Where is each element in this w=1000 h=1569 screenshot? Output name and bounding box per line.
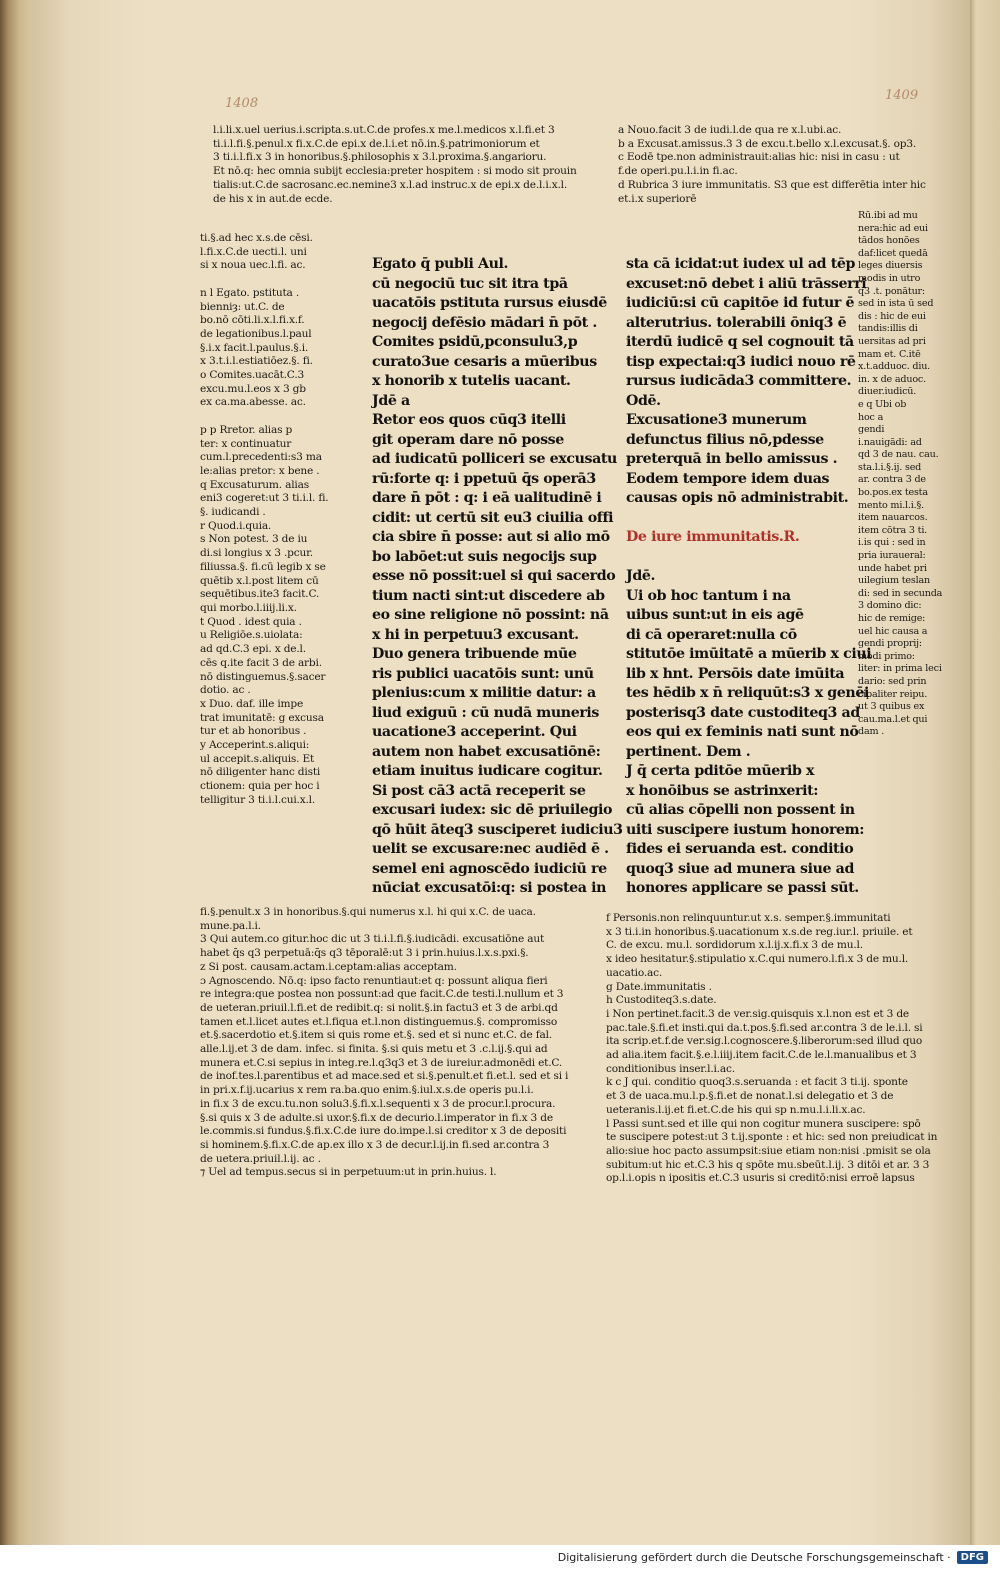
text-line: qō hūit āteq3 susciperet iudiciu3 — [372, 821, 623, 838]
text-line: Jdē a — [372, 392, 410, 409]
text-line: ti.i.l.fi.§.penul.x fi.x.C.de epi.x de.l.i.et nō.in.§.patrimoniorum et — [213, 137, 540, 150]
text-line: mam et. C.itē — [858, 348, 921, 360]
text-line: bienniȝ: ut.C. de — [200, 300, 285, 313]
text-line: c Eodē tpe.non administrauit:alias hic: nisi in casu : ut — [618, 151, 900, 164]
text-line: pac.tale.§.fi.et insti.qui da.t.pos.§.fi.sed ar.contra 3 de le.i.l. si — [606, 1021, 923, 1034]
text-line: alio:siue hoc pacto assumpsit:siue etiam non:nisi .pmisit se ola — [606, 1144, 931, 1157]
text-line: De iure immunitatis.R. — [626, 529, 800, 545]
text-line: de legationibus.l.paul — [200, 327, 312, 340]
text-line: Comites psidū,pconsulu3,p — [372, 334, 578, 350]
text-line: autem non habet excusatiōnē: — [372, 743, 601, 760]
text-line — [200, 410, 350, 424]
text-line: posterisq3 date custoditeq3 ad — [626, 704, 860, 721]
text-line: bo.nō cōti.li.x.l.fi.x.f. — [200, 314, 305, 327]
text-line: ex ca.ma.abesse. ac. — [200, 396, 306, 409]
text-line: 3 domino dic: — [858, 600, 922, 612]
gloss-top-left — [213, 124, 598, 206]
text-line: t Quod . idest quia . — [200, 615, 302, 628]
text-line: pertinent. Dem . — [626, 743, 751, 760]
text-line: r Quod.i.quia. — [200, 519, 272, 532]
text-line: fi.§.penult.x 3 in honoribus.§.qui numerus x.l. hi qui x.C. de uaca. — [200, 906, 536, 918]
text-line: x 3 ti.i.in honoribus.§.uacationum x.s.de reg.iur.l. priuile. et — [606, 925, 913, 938]
text-line: fides ei seruanda est. conditio — [626, 841, 854, 857]
text-line: etiam inuitus iudicare cogitur. — [372, 763, 603, 779]
footer-text: Digitalisierung gefördert durch die Deutsche Forschungsgemeinschaft · — [557, 1550, 951, 1564]
text-line: excuset:nō debet i aliū trāsserri — [626, 275, 867, 292]
text-line: iterdū iudicē q sel cognouit tā — [626, 334, 854, 350]
text-line: dotio. ac . — [200, 684, 251, 697]
text-line: trat imunitatē: g excusa — [200, 711, 324, 724]
text-line: ti.§.ad hec x.s.de cēsi. — [200, 232, 313, 244]
text-line: ter: x continuatur — [200, 437, 292, 450]
text-line: C. de excu. mu.l. sordidorum x.l.ij.x.fi.x 3 de mu.l. — [606, 939, 863, 952]
text-line: pria iuraueral: — [858, 550, 926, 562]
text-line: tisp expectai:q3 iudici nouo rē — [626, 353, 856, 370]
text-line: eo sine religione nō possint: nā — [372, 607, 609, 623]
text-line — [200, 273, 350, 287]
text-line: tādos honōes — [858, 235, 920, 247]
text-line: u Religiōe.s.uiolata: — [200, 629, 303, 642]
text-line: §.si quis x 3 de adulte.si uxor.§.fi.x de decurio.l.imperator in fi.x 3 de — [200, 1111, 553, 1124]
text-line: defunctus filius nō,pdesse — [626, 431, 824, 448]
gloss-side-right — [858, 210, 948, 739]
text-line: ɔ Agnoscendo. Nō.q: ipso facto renuntiaut:et q: possunt aliqua fieri — [200, 974, 548, 987]
text-line: sed in ista ū sed — [858, 298, 934, 310]
text-line: causas opis nō administrabit. — [626, 490, 849, 506]
text-line: e q Ubi ob — [858, 398, 907, 410]
text-line: Et nō.q: hec omnia subijt ecclesia:preter hospitem : si modo sit prouin — [213, 165, 577, 178]
text-line: Egato q̄ publi Aul. — [372, 256, 509, 272]
text-line: x.t.adduoc. diu. — [858, 361, 931, 373]
text-line: §. iudicandi . — [200, 506, 266, 519]
text-line: l Passi sunt.sed et ille qui non cogitur munera suscipere: spō — [606, 1117, 921, 1130]
text-line: y Acceperint.s.aliqui: — [200, 739, 310, 752]
text-line: di: sed in secunda — [858, 587, 943, 599]
text-line: x Duo. daf. ille impe — [200, 697, 304, 710]
text-line: tur et ab honoribus . — [200, 725, 307, 738]
text-line: uilegium teslan — [858, 575, 930, 587]
text-line: telligitur 3 ti.i.l.cui.x.l. — [200, 793, 316, 806]
book-spine — [0, 0, 32, 1545]
folio-number-left: 1408 — [225, 96, 259, 111]
text-line: filiussa.§. fi.cū legib x se — [200, 560, 326, 573]
text-line: i Non pertinet.facit.3 de ver.sig.quisquis x.l.non est et 3 de — [606, 1007, 909, 1020]
text-line: eni3 cogeret:ut 3 ti.i.l. fi. — [200, 492, 329, 505]
text-line: item nauarcos. — [858, 512, 928, 524]
text-line: mune.pa.l.i. — [200, 919, 261, 932]
text-line: uel hic causa a — [858, 625, 928, 637]
text-line: rursus iudicāda3 committere. — [626, 373, 852, 389]
text-line — [626, 548, 851, 568]
text-line: i.is qui : sed in — [858, 537, 926, 549]
text-line: cū negociū tuc sit itra tpā — [372, 275, 568, 292]
text-line: J q̄ certa pditōe mūerib x — [626, 763, 815, 779]
text-line: subitum:ut hic et.C.3 his q spōte mu.sbeūt.l.ij. 3 ditōi et ar. 3 3 — [606, 1158, 930, 1171]
text-line: liter: in prima leci — [858, 663, 942, 675]
text-line: conditionibus inser.l.i.ac. — [606, 1062, 735, 1075]
text-line: de uetera.priuil.l.ij. ac . — [200, 1152, 321, 1165]
text-line: Excusatione3 munerum — [626, 412, 807, 428]
text-line: qui morbo.l.iiij.li.x. — [200, 601, 297, 614]
text-line: l.i.li.x.uel uerius.i.scripta.s.ut.C.de profes.x me.l.medicos x.l.fi.et 3 — [213, 124, 555, 136]
text-line: uibus sunt:ut in eis agē — [626, 607, 804, 623]
text-line: h Custoditeq3.s.date. — [606, 994, 717, 1007]
text-line: 3 Qui autem.co gitur.hoc dic ut 3 ti.i.l.fi.§.iudicādi. excusatiōne aut — [200, 933, 545, 946]
text-line: nūciat excusatōi:q: si postea in — [372, 880, 607, 896]
text-line: uacatione3 acceperint. Qui — [372, 724, 577, 740]
text-line: 3 ti.i.l.fi.x 3 in honoribus.§.philosophis x 3.l.proxima.§.angarioru. — [213, 151, 547, 164]
text-line: et.i.x superiorē — [618, 192, 697, 205]
text-line: gendi proprij: — [858, 638, 922, 650]
text-line: sta.l.i.§.ij. sed — [858, 461, 922, 473]
text-line: negocij defēsio mādari n̄ pōt . — [372, 314, 597, 331]
text-line: quētib x.l.post litem cū — [200, 574, 319, 587]
text-line: cum.l.precedenti:s3 ma — [200, 451, 322, 464]
text-line: tandis:illis di — [858, 323, 918, 335]
text-line: a Nouo.facit 3 de iudi.l.de qua re x.l.ubi.ac. — [618, 124, 842, 136]
text-line: habet q̄s q3 perpetuā:q̄s q3 tēporalē:ut 3 i prin.huius.l.x.s.pxi.§. — [200, 947, 529, 960]
digitization-footer — [0, 1545, 1000, 1569]
text-line: in. x de aduoc. — [858, 373, 926, 385]
text-line: semel eni agnoscēdo iudiciū re — [372, 860, 607, 877]
text-line: cū alias cōpelli non possent in — [626, 802, 855, 818]
text-line: et.§.sacerdotio et.§.item si quis rome et.§. sed et si nunc et.C. de fal. — [200, 1029, 552, 1042]
text-line: nō diligenter hanc disti — [200, 766, 321, 779]
text-line: hoc a — [858, 411, 884, 423]
text-line: honores applicare se passi sūt. — [626, 880, 859, 896]
folio-number-right: 1409 — [885, 88, 919, 103]
text-line: q3 .t. ponātur: — [858, 285, 925, 297]
text-line: ris publici uacatōis sunt: unū — [372, 665, 594, 682]
text-line: stitutōe imūitatē a mūerib x ciui — [626, 646, 872, 662]
text-line: mento mi.l.i.§. — [858, 499, 924, 511]
text-line: in fi.x 3 de excu.tu.non solu3.§.fi.x.l.sequenti x 3 de procur.l.procura. — [200, 1097, 556, 1110]
text-line: dis : hic de eui — [858, 310, 926, 322]
gloss-bottom-left — [200, 906, 600, 1180]
text-line: uelit se excusare:nec audiēd ē . — [372, 841, 609, 857]
text-line: f Personis.non relinquuntur.ut x.s. semper.§.immunitati — [606, 912, 891, 924]
text-line: x hi in perpetuu3 excusant. — [372, 626, 579, 643]
text-line: cia sbire n̄ posse: aut si alio mō — [372, 529, 610, 545]
text-line: l.fi.x.C.de uecti.l. uni — [200, 245, 307, 258]
text-line: de inof.tes.l.parentibus et ad mace.sed et si.§.penult.et fi.et.l. sed et si i — [200, 1070, 569, 1083]
text-line: gendi — [858, 424, 885, 436]
text-line: p p Rretor. alias p — [200, 423, 293, 436]
text-line: x 3.t.i.l.estiatiōez.§. fi. — [200, 355, 313, 368]
text-line: sequētibus.ite3 facit.C. — [200, 588, 320, 601]
text-line: di.si longius x 3 .pcur. — [200, 547, 313, 560]
text-line: munera et.C.si sepius in integ.re.l.q3q3 et 3 de iureiur.admonēdi et.C. — [200, 1056, 563, 1069]
text-line: g Date.immunitatis . — [606, 980, 712, 993]
text-line: eos qui ex feminis nati sunt nō — [626, 724, 859, 740]
text-line: quoq3 siue ad munera siue ad — [626, 860, 854, 877]
gloss-top-right — [618, 124, 948, 206]
text-line: plenius:cum x militie datur: a — [372, 685, 596, 701]
text-line: tes hēdib x n̄ reliquūt:s3 x genēi — [626, 685, 869, 701]
text-line: ad alia.item facit.§.e.l.iiij.item facit.C.de le.l.manualibus et 3 — [606, 1049, 917, 1062]
text-line: Duo genera tribuende mūe — [372, 646, 577, 662]
text-line: modi primo: — [858, 650, 915, 662]
text-line: alterutrius. tolerabili ōniq3 ē — [626, 314, 847, 331]
text-line: dare n̄ pōt : q: i eā ualitudinē i — [372, 490, 602, 506]
text-line: de ueteran.priuil.l.fi.et de redibit.q: si nolit.§.in factu3 et 3 de arbi.qd — [200, 1001, 558, 1014]
text-line: Ui ob hoc tantum i na — [626, 587, 791, 604]
text-line: ar. contra 3 de — [858, 474, 926, 486]
text-line: de his x in aut.de ecde. — [213, 192, 333, 205]
text-line: tamen et.l.licet autes et.l.fiqua et.l.non distinguemus.§. compromisso — [200, 1015, 558, 1028]
text-line: hic de remige: — [858, 613, 926, 624]
text-line: d Rubrica 3 iure immunitatis. S3 que est differētia inter hic — [618, 178, 926, 191]
next-page-edge — [970, 0, 1000, 1545]
text-line: iudiciū:si cū capitōe id futur ē — [626, 295, 855, 311]
text-line: qd 3 de nau. cau. — [858, 449, 939, 461]
text-line: le.commis.si fundus.§.fi.x.C.de iure do.impe.l.si creditor x 3 de depositi — [200, 1125, 567, 1138]
text-line: Retor eos quos cūq3 itelli — [372, 412, 566, 428]
text-line: diuer.iudicū. — [858, 386, 917, 398]
text-line: bo.pos.ex testa — [858, 487, 928, 499]
text-line: q Excusaturum. alias — [200, 478, 309, 491]
text-line: esse nō possit:uel si qui sacerdo — [372, 568, 616, 584]
text-line: nera:hic ad eui — [858, 222, 928, 234]
text-line: Rū.ibi ad mu — [858, 210, 918, 221]
text-line: n l Egato. pstituta . — [200, 286, 300, 299]
text-line: excusari iudex: sic dē priuilegio — [372, 802, 613, 818]
text-line: lib x hnt. Persōis date imūita — [626, 665, 845, 682]
text-line: b a Excusat.amissus.3 3 de excu.t.bello x.l.excusat.§. op3. — [618, 137, 917, 150]
text-line: x honōibus se astrinxerit: — [626, 782, 819, 799]
text-line: k c J qui. conditio quoq3.s.seruanda : et facit 3 ti.ij. sponte — [606, 1076, 908, 1089]
text-line: cidit: ut certū sit eu3 ciuilia offi — [372, 509, 614, 526]
text-line: uacatio.ac. — [606, 966, 663, 979]
text-line: ctionem: quia per hoc i — [200, 780, 320, 793]
text-line: si x noua uec.l.fi. ac. — [200, 259, 306, 272]
text-line: sta cā icidat:ut iudex ul ad tēp — [626, 256, 856, 272]
text-line: si hominem.§.fi.x.C.de ap.ex illo x 3 de decur.l.ij.in fi.sed ar.contra 3 — [200, 1138, 550, 1151]
text-line: ad iudicatū polliceri se excusatu — [372, 451, 617, 467]
text-line: cipaliter reipu. — [858, 688, 928, 700]
main-text-left-column — [372, 255, 623, 899]
text-line: di cā operaret:nulla cō — [626, 626, 797, 643]
text-line: curato3ue cesaris a mūeribus — [372, 353, 597, 370]
text-line: bo labōet:ut suis negocijs sup — [372, 548, 597, 565]
text-line: op.l.i.opis n ipositis et.C.3 usuris si creditō:nisi erroē lapsus — [606, 1172, 915, 1185]
text-line: i.nauigādi: ad — [858, 436, 922, 448]
text-line: z Si post. causam.actam.i.ceptam:alias acceptam. — [200, 960, 457, 973]
text-line: dam . — [858, 726, 885, 738]
text-line: Si post cā3 actā receperit se — [372, 782, 586, 799]
text-line: s Non potest. 3 de iu — [200, 533, 308, 546]
text-line: o Comites.uacāt.C.3 — [200, 369, 305, 382]
text-line: Eodem tempore idem duas — [626, 470, 830, 487]
text-line: uersitas ad pri — [858, 335, 926, 347]
text-line: modis in utro — [858, 272, 921, 284]
text-line: alle.l.ij.et 3 de dam. infec. si finita. §.si quis metu et 3 .c.l.ij.§.qui ad — [200, 1043, 548, 1056]
text-line: le:alias pretor: x bene . — [200, 464, 320, 477]
text-line: in pri.x.f.ij.ucarius x rem ra.ba.quo enim.§.iul.x.s.de operis pu.l.i. — [200, 1084, 534, 1097]
text-line: ut 3 quibus ex — [858, 701, 925, 713]
text-line: x honorib x tutelis uacant. — [372, 373, 571, 389]
text-line: git operam dare nō posse — [372, 431, 564, 448]
text-line: unde habet pri — [858, 562, 927, 574]
text-line: ita scrip.et.f.de ver.sig.l.cognoscere.§.liberorum:sed illud quo — [606, 1035, 923, 1048]
text-line: x ideo hesitatur.§.stipulatio x.C.qui numero.l.fi.x 3 de mu.l. — [606, 953, 909, 966]
text-line: Odē. — [626, 392, 661, 409]
text-line: uacatōis pstituta rursus eiusdē — [372, 295, 607, 311]
text-line: preterquā in bello amissus . — [626, 451, 838, 467]
text-line: rū:forte q: i ppetuū q̄s operā3 — [372, 470, 596, 487]
text-line: cēs q.ite facit 3 de arbi. — [200, 656, 322, 669]
text-line: Jdē. — [626, 568, 655, 584]
text-line: ⁊ Uel ad tempus.secus si in perpetuum:ut in prin.huius. l. — [200, 1166, 497, 1179]
text-line: tialis:ut.C.de sacrosanc.ec.nemine3 x.l.ad instruc.x de epi.x de.l.i.x.l. — [213, 178, 567, 191]
text-line: uiti suscipere iustum honorem: — [626, 821, 865, 838]
text-line: liud exiguū : cū nudā muneris — [372, 704, 599, 721]
text-line: §.i.x facit.l.paulus.§.i. — [200, 341, 309, 354]
text-line: ul accepit.s.aliquis. Et — [200, 752, 315, 765]
text-line: dario: sed prin — [858, 675, 927, 687]
text-line: excu.mu.l.eos x 3 gb — [200, 382, 306, 395]
text-line — [626, 509, 851, 529]
text-line: leges diuersis — [858, 260, 923, 272]
text-line: te suscipere potest:ut 3 t.ij.sponte : et hic: sed non preiudicat in — [606, 1131, 938, 1144]
text-line: f.de operi.pu.l.i.in fi.ac. — [618, 165, 738, 178]
text-line: daf:licet quedā — [858, 247, 928, 259]
text-line: re integra:que postea non possunt:ad que facit.C.de testi.l.nullum et 3 — [200, 988, 564, 1001]
text-line: nō distinguemus.§.sacer — [200, 670, 326, 683]
text-line: tium nacti sint:ut discedere ab — [372, 587, 605, 604]
dfg-logo-icon: DFG — [957, 1551, 988, 1564]
text-line: item cōtra 3 ti. — [858, 524, 928, 536]
gloss-bottom-right — [606, 912, 946, 1186]
text-line: ad qd.C.3 epi. x de.l. — [200, 643, 306, 656]
text-line: ueteranis.l.ij.et fi.et.C.de his qui sp n.mu.l.i.li.x.ac. — [606, 1103, 866, 1116]
text-line: et 3 de uaca.mu.l.p.§.fi.et de nonat.l.si delegatio et 3 de — [606, 1090, 894, 1103]
text-line: cau.ma.l.et qui — [858, 713, 928, 725]
gloss-side-left — [200, 232, 350, 808]
